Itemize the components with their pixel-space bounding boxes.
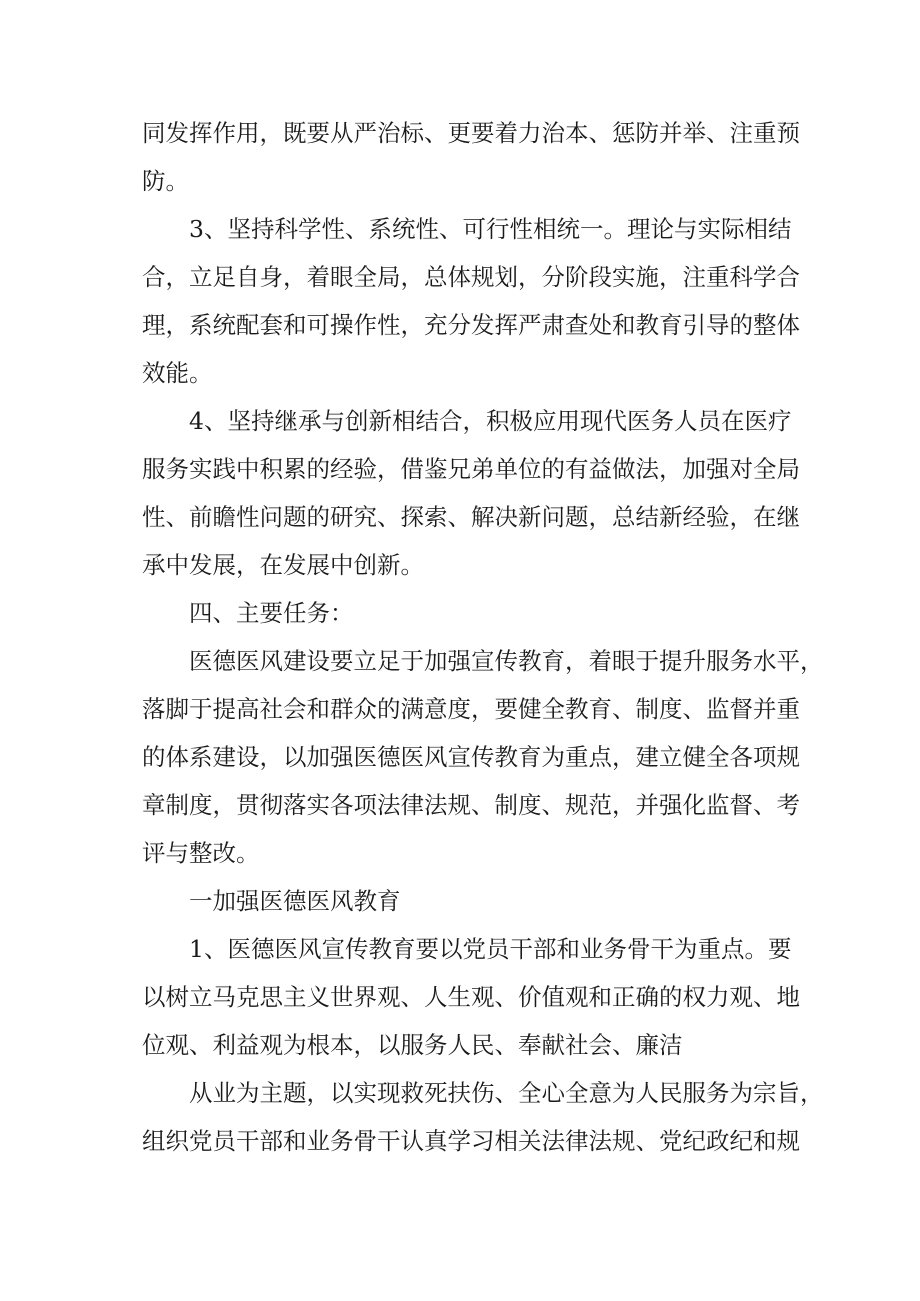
text-line: 1、医德医风宣传教育要以党员干部和业务骨干为重点。要 bbox=[189, 935, 792, 963]
text-line: 位观、利益观为根本，以服务人民、奉献社会、廉洁 bbox=[142, 1031, 683, 1059]
text-line: 4、坚持继承与创新相结合，积极应用现代医务人员在医疗 bbox=[189, 407, 792, 435]
text-line: 医德医风建设要立足于加强宣传教育，着眼于提升服务水平， bbox=[189, 647, 824, 675]
section-heading: 四、主要任务： bbox=[189, 599, 354, 627]
text-line: 落脚于提高社会和群众的满意度，要健全教育、制度、监督并重 bbox=[142, 695, 800, 723]
text-line: 同发挥作用，既要从严治标、更要着力治本、惩防并举、注重预 bbox=[142, 119, 800, 147]
text-line: 章制度，贯彻落实各项法律法规、制度、规范，并强化监督、考 bbox=[142, 791, 800, 819]
text-line: 从业为主题，以实现救死扶伤、全心全意为人民服务为宗旨， bbox=[189, 1079, 824, 1107]
text-line: 评与整改。 bbox=[142, 839, 260, 867]
text-line: 服务实践中积累的经验，借鉴兄弟单位的有益做法，加强对全局 bbox=[142, 455, 800, 483]
text-line: 理，系统配套和可操作性，充分发挥严肃查处和教育引导的整体 bbox=[142, 311, 800, 339]
text-line: 的体系建设，以加强医德医风宣传教育为重点，建立健全各项规 bbox=[142, 743, 800, 771]
text-line: 3、坚持科学性、系统性、可行性相统一。理论与实际相结 bbox=[189, 215, 792, 243]
text-line: 合，立足自身，着眼全局，总体规划，分阶段实施，注重科学合 bbox=[142, 263, 800, 291]
text-line: 性、前瞻性问题的研究、探索、解决新问题，总结新经验，在继 bbox=[142, 503, 800, 531]
text-line: 防。 bbox=[142, 167, 189, 195]
text-line: 效能。 bbox=[142, 359, 213, 387]
subsection-heading: 一加强医德医风教育 bbox=[189, 887, 401, 915]
text-line: 承中发展，在发展中创新。 bbox=[142, 551, 424, 579]
text-line: 组织党员干部和业务骨干认真学习相关法律法规、党纪政纪和规 bbox=[142, 1127, 800, 1155]
text-line: 以树立马克思主义世界观、人生观、价值观和正确的权力观、地 bbox=[142, 983, 800, 1011]
